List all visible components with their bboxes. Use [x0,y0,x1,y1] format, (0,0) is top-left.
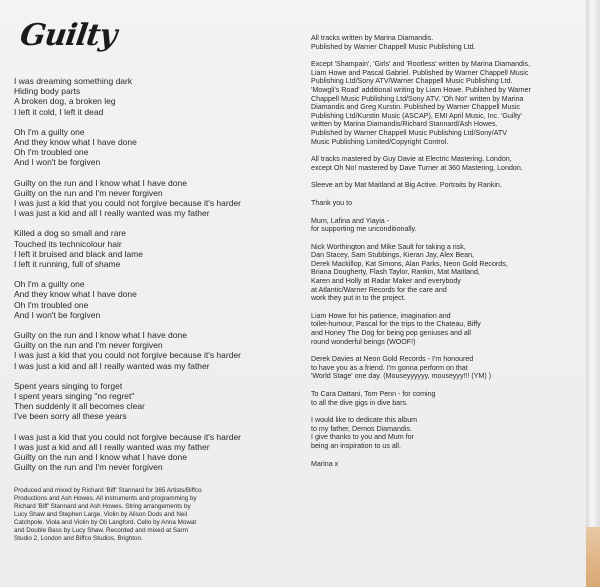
lyric-line: Oh I'm a guilty one [14,126,85,137]
lyrics-stanza [14,432,294,473]
notes-line: Chappell Music Publishing Ltd/Sony ATV. 'Oh No!' written by Marina [311,94,524,103]
lyrics-stanza [14,178,294,219]
credit-line: and Double Bass by Lucy Shaw. Recorded and mixed at Sarm [14,526,188,534]
lyric-line: And I won't be forgiven [14,157,101,168]
lyric-line: And they know what I have done [14,289,137,300]
lyric-line: Guilty on the run and I'm never forgiven [14,187,163,198]
lyric-line: I was just a kid and all I really wanted was my father [14,208,210,219]
lyric-line: A broken dog, a broken leg [14,96,116,107]
lyrics-column [14,16,294,543]
notes-line: except Oh No! mastered by Dave Turner at 360 Mastering, London. [311,163,523,172]
notes-line: Except 'Shampain', 'Girls' and 'Rootless' written by Marina Diamandis, [311,60,531,69]
lyrics-stanza [14,127,294,168]
notes-line: to all the dive gigs in dive bars. [311,398,409,407]
notes-line: Derek Davies at Neon Gold Records - I'm honoured [311,355,474,364]
notes-paragraph [311,181,577,190]
lyric-line: I left it cold, I left it dead [14,106,104,117]
lyrics-stanza [14,76,294,117]
lyric-line: Touched its technicolour hair [14,238,122,249]
lyric-line: And I won't be forgiven [14,309,101,320]
credit-line: Studio 2, London and Biffco Studios, Brighton. [14,535,143,543]
lyric-line: I was just a kid that you could not forgive because it's harder [14,198,241,209]
notes-line: Publishing Ltd/Sony ATV/Warner Chappell Music Publishing Ltd. [311,77,513,86]
notes-line: Publishing Ltd/Kurstin Music (ASCAP), EMI April Music, Inc. 'Guilty' [311,111,522,120]
notes-line: Published by Warner Chappell Music Publishing Ltd/Sony/ATV [311,128,507,137]
notes-line: 'World Stage' one day. (Mouseyyyyyy, mouseyyy!!! (YM) ) [311,372,492,381]
lyrics-stanza [14,381,294,422]
notes-line: written by Marina Diamandis/Richard Stannard/Ash Howes. [311,120,498,129]
notes-paragraph [311,390,577,407]
page-spine-edge [586,0,600,587]
notes-line: I would like to dedicate this album [311,416,418,425]
notes-line: Liam Howe for his patience, imagination and [311,311,451,320]
lyric-line: And they know what I have done [14,137,137,148]
lyric-line: I left it bruised and black and lame [14,248,143,259]
lyric-line: Oh I'm troubled one [14,299,89,310]
notes-paragraph [311,243,577,303]
notes-line: Music Publishing Limited/Copyright Control. [311,137,449,146]
notes-line: being an inspiration to us all. [311,441,401,450]
notes-line: 'Mowgli's Road' additional writing by Liam Howe. Published by Warner [311,85,531,94]
lyric-line: Then suddenly it all becomes clear [14,401,145,412]
lyric-line: I was dreaming something dark [14,76,133,86]
notes-line: at Atlantic/Warner Records for the care and [311,285,447,294]
notes-paragraph [311,355,577,381]
notes-paragraph [311,312,577,346]
notes-paragraph [311,34,577,51]
notes-paragraph [311,60,577,146]
lyric-line: Guilty on the run and I know what I have done [14,177,187,188]
notes-line: and Honey The Dog for being pop geniuses and all [311,329,471,338]
credit-line: Lucy Shaw and Stephen Large. Violin by Alison Dods and Neil [14,510,188,518]
notes-line: to have you as a friend. I'm gonna perform on that [311,363,468,372]
lyric-line: Killed a dog so small and rare [14,228,126,239]
lyric-line: I've been sorry all these years [14,411,127,422]
lyric-line: I was just a kid and all I really wanted was my father [14,441,210,452]
notes-paragraph [311,460,577,469]
notes-line: Diamandis and Greg Kurstin. Published by Warner Chappell Music [311,103,521,112]
notes-line: Liam Howe and Pascal Gabriel. Published by Warner Chappell Music [311,68,529,77]
notes-line: Karen and Holly at Radar Maker and everybody [311,277,461,286]
notes-line: Derek Mackillop, Kat Simons, Alan Parks, Neon Gold Records, [311,259,508,268]
notes-line: Sleeve art by Mat Maitland at Big Active. Portraits by Rankin. [311,181,502,190]
notes-line: Nick Worthington and Mike Sault for taking a risk, [311,242,466,251]
notes-line: Published by Warner Chappell Music Publishing Ltd. [311,42,476,51]
lyric-line: Oh I'm troubled one [14,147,89,158]
lyric-line: Hiding body parts [14,86,81,97]
notes-line: Briana Dougherty, Flash Taylor, Rankin, Mat Maitland, [311,268,480,277]
notes-line: work they put in to the project. [311,294,406,303]
credit-line: Richard 'Biff' Stannard and Ash Howes. String arrangements by [14,502,191,510]
notes-paragraph [311,416,577,450]
production-credits [14,487,294,544]
notes-line: Thank you to [311,198,353,207]
song-title: Guilty [17,18,119,53]
notes-line: to my father, Demos Diamandis. [311,424,412,433]
notes-line: I give thanks to you and Mum for [311,433,414,442]
credit-line: Productions and Ash Howes. All instruments and programming by [14,494,197,502]
lyric-line: I was just a kid that you could not forgive because it's harder [14,431,241,442]
lyrics-stanza [14,330,294,371]
lyrics [14,76,294,473]
lyric-line: Guilty on the run and I'm never forgiven [14,340,163,351]
lyric-line: I left it running, full of shame [14,259,121,270]
notes-line: To Cara Dattani, Tom Penn - for coming [311,390,436,398]
lyrics-stanza [14,279,294,320]
lyric-line: I spent years singing "no regret" [14,391,135,402]
notes-line: Mum, Lafina and Yiayia - [311,216,390,225]
notes-line: Dan Stacey, Sam Stubbings, Kieran Jay, Alex Bean, [311,251,474,260]
notes-line: Marina x [311,459,339,468]
lyric-line: Guilty on the run and I know what I have done [14,452,187,463]
notes-line: toilet-humour, Pascal for the trips to the Chateau, Biffy [311,320,481,329]
notes-paragraph [311,199,577,208]
lyric-line: Guilty on the run and I know what I have done [14,330,187,341]
lyric-line: Oh I'm a guilty one [14,279,85,290]
lyrics-stanza [14,228,294,269]
notes-paragraph [311,217,577,234]
liner-notes-column [311,34,577,477]
notes-paragraph [311,155,577,172]
page-corner-shadow [586,527,600,587]
lyric-line: Guilty on the run and I'm never forgiven [14,462,163,473]
lyric-line: I was just a kid that you could not forgive because it's harder [14,350,241,361]
notes-line: All tracks written by Marina Diamandis. [311,34,434,42]
lyric-line: Spent years singing to forget [14,380,123,391]
credit-line: Produced and mixed by Richard 'Biff' Stannard for 365 Artists/Biffco [14,486,202,494]
notes-line: All tracks mastered by Guy Davie at Electric Mastering, London, [311,155,512,164]
notes-line: for supporting me unconditionally. [311,225,417,234]
notes-line: round wonderful beings (WOOF!) [311,337,416,346]
lyric-line: I was just a kid and all I really wanted was my father [14,360,210,371]
credit-line: Catchpole. Viola and Violin by Oli Langford. Cello by Anna Mowat [14,518,197,526]
